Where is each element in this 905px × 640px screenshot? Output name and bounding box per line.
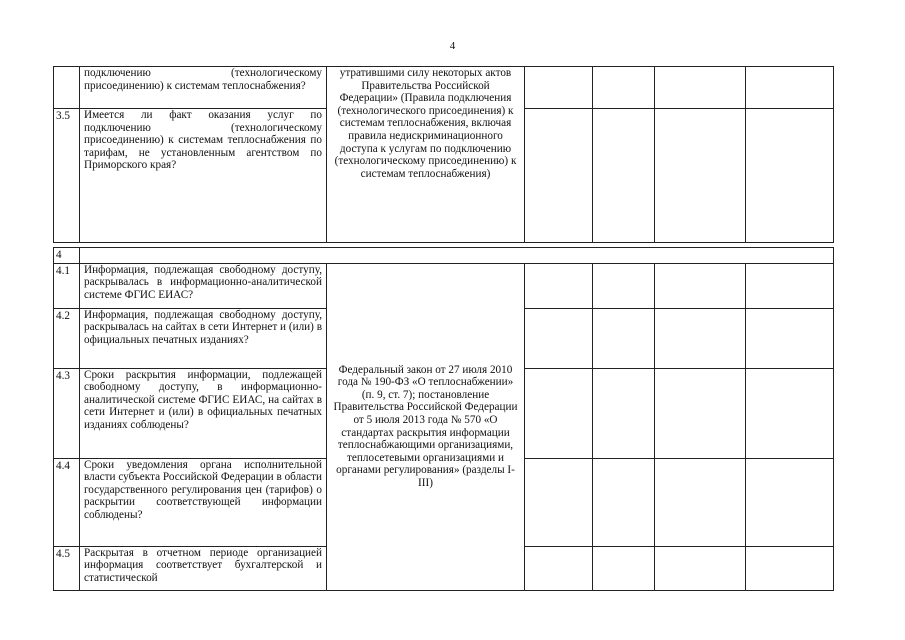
answer-na-cell	[655, 308, 746, 368]
row-number: 4.3	[54, 368, 80, 458]
checklist-table-section-4	[53, 247, 834, 591]
row-number	[54, 67, 80, 109]
question-text: Имеется ли факт оказания услуг по подключению (технологическому присоединению) к системам теплоснабжения по тарифам, не установленным агентством по Приморского края?	[80, 109, 327, 243]
section-number: 4	[54, 248, 80, 264]
row-number: 4.1	[54, 263, 80, 308]
answer-yes-cell	[525, 109, 593, 243]
answer-na-cell	[655, 546, 746, 590]
answer-na-cell	[655, 109, 746, 243]
checklist-table-section-3	[53, 66, 834, 243]
table-row	[54, 67, 834, 109]
answer-yes-cell	[525, 368, 593, 458]
answer-na-cell	[655, 368, 746, 458]
answer-na-cell	[655, 458, 746, 546]
comment-cell	[746, 546, 834, 590]
comment-cell	[746, 263, 834, 308]
comment-cell	[746, 67, 834, 109]
comment-cell	[746, 458, 834, 546]
question-text: подключению (технологическому присоединению) к системам теплоснабжения?	[80, 67, 327, 109]
answer-no-cell	[593, 263, 655, 308]
legal-basis-text: утратившими силу некоторых актов Правительства Российской Федерации» (Правила подключения (технологического присоединения) к системам теплоснабжения, включая правила недискриминационного доступа к услугам по подключению (технологическому присоединению) к системам теплоснабжения)	[327, 67, 525, 243]
answer-no-cell	[593, 458, 655, 546]
answer-yes-cell	[525, 546, 593, 590]
comment-cell	[746, 368, 834, 458]
answer-yes-cell	[525, 67, 593, 109]
comment-cell	[746, 109, 834, 243]
question-text: Сроки раскрытия информации, подлежащей свободному доступу, в информационно-аналитической системе ФГИС ЕИАС, на сайтах в сети Интернет и (или) в официальных печатных изданиях соблюдены?	[80, 368, 327, 458]
page-number: 4	[449, 40, 456, 52]
section-header-row	[54, 248, 834, 264]
row-number: 3.5	[54, 109, 80, 243]
answer-no-cell	[593, 368, 655, 458]
table-row	[54, 263, 834, 308]
question-text: Раскрытая в отчетном периоде организацией информация соответствует бухгалтерской и статистической	[80, 546, 327, 590]
answer-na-cell	[655, 263, 746, 308]
answer-yes-cell	[525, 458, 593, 546]
answer-yes-cell	[525, 263, 593, 308]
legal-basis-text: Федеральный закон от 27 июля 2010 года № 190-ФЗ «О теплоснабжении» (п. 9, ст. 7); постановление Правительства Российской Федерации от 5 июля 2013 года № 570 «О стандартах раскрытия информации теплоснабжающими организациями, теплосетевыми организациями и органами регулирования» (разделы I-III)	[327, 263, 525, 590]
question-text: Информация, подлежащая свободному доступу, раскрывалась в информационно-аналитической системе ФГИС ЕИАС?	[80, 263, 327, 308]
row-number: 4.2	[54, 308, 80, 368]
answer-no-cell	[593, 546, 655, 590]
question-text: Информация, подлежащая свободному доступу, раскрывалась на сайтах в сети Интернет и (или) в официальных печатных изданиях?	[80, 308, 327, 368]
answer-no-cell	[593, 67, 655, 109]
comment-cell	[746, 308, 834, 368]
answer-no-cell	[593, 308, 655, 368]
answer-yes-cell	[525, 308, 593, 368]
section-title-cell	[80, 248, 834, 264]
answer-na-cell	[655, 67, 746, 109]
row-number: 4.5	[54, 546, 80, 590]
question-text: Сроки уведомления органа исполнительной власти субъекта Российской Федерации в области государственного регулирования цен (тарифов) о раскрытии соответствующей информации соблюдены?	[80, 458, 327, 546]
answer-no-cell	[593, 109, 655, 243]
row-number: 4.4	[54, 458, 80, 546]
